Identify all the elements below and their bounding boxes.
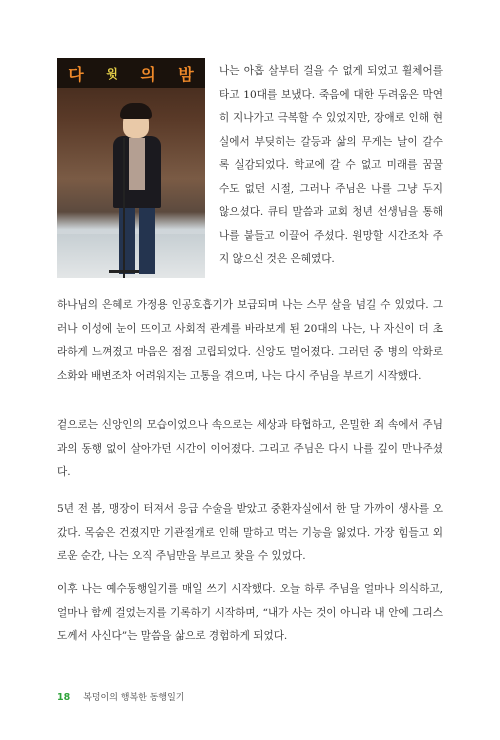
singer-hair (120, 103, 152, 119)
paragraph-4: 5년 전 봄, 맹장이 터져서 응급 수술을 받았고 중환자실에서 한 달 가까이 생사를 오갔다. 목숨은 건졌지만 기관절개로 인해 말하고 먹는 기능을 잃었다. 가장 힘들고 외로운 순간, 나는 오직 주님만을 부르고 찾을 수 있었다. (57, 503, 443, 562)
banner-char-2: 윗 (106, 66, 118, 81)
paragraph-5: 이후 나는 예수동행일기를 매일 쓰기 시작했다. 오늘 하루 주님을 얼마나 의식하고, 얼마나 함께 걸었는지를 기록하기 시작하며, “내가 사는 것이 아니라 내 안에 그리스도께서 사신다”는 말씀을 삶으로 경험하게 되었다. (57, 583, 443, 642)
page-footer (57, 690, 184, 703)
page-number: 18 (57, 692, 71, 703)
paragraph-3: 겉으로는 신앙인의 모습이었으나 속으로는 세상과 타협하고, 은밀한 죄 속에서 주님과의 동행 없이 살아가던 시간이 이어졌다. 그리고 주님은 다시 나를 깊이 만나주셨다. (57, 419, 443, 478)
concert-photo (57, 58, 205, 278)
banner-char-3: 의 (140, 64, 156, 84)
running-title: 복덩이의 행복한 동행일기 (83, 693, 185, 703)
banner-char-4: 밤 (178, 64, 194, 84)
photo-banner-text (57, 62, 205, 84)
singer-shirt (129, 138, 145, 190)
paragraph-2: 하나님의 은혜로 가정용 인공호흡기가 보급되며 나는 스무 살을 넘길 수 있었다. 그러나 이성에 눈이 뜨이고 사회적 관계를 바라보게 된 20대의 나는, 나 자신이 더 초라하게 느껴졌고 마음은 점점 고립되었다. 신앙도 멀어졌다. 그러던 중 병의 악화로 소화와 배변조차 어려워지는 고통을 겪으며, 나는 다시 주님을 부르기 시작했다. (57, 299, 443, 382)
microphone-stand-base (109, 270, 139, 273)
microphone-stand (123, 138, 125, 278)
paragraph-1: 나는 아홉 살부터 걸을 수 없게 되었고 휠체어를 타고 10대를 보냈다. 죽음에 대한 두려움은 막연히 지나가고 극복할 수 있었지만, 장애로 인해 현실에서 부딪히는 갈등과 삶의 무게는 날이 갈수록 실감되었다. 학교에 갈 수 없고 미래를 꿈꿀 수도 없던 시절, 그러나 주님은 나를 그냥 두지 않으셨다. 큐티 말씀과 교회 청년 선생님을 통해 나를 붙들고 이끌어 주셨다. 원망할 시간조차 주지 않으신 것은 은혜였다. (219, 65, 443, 265)
banner-char-1: 다 (68, 64, 84, 84)
